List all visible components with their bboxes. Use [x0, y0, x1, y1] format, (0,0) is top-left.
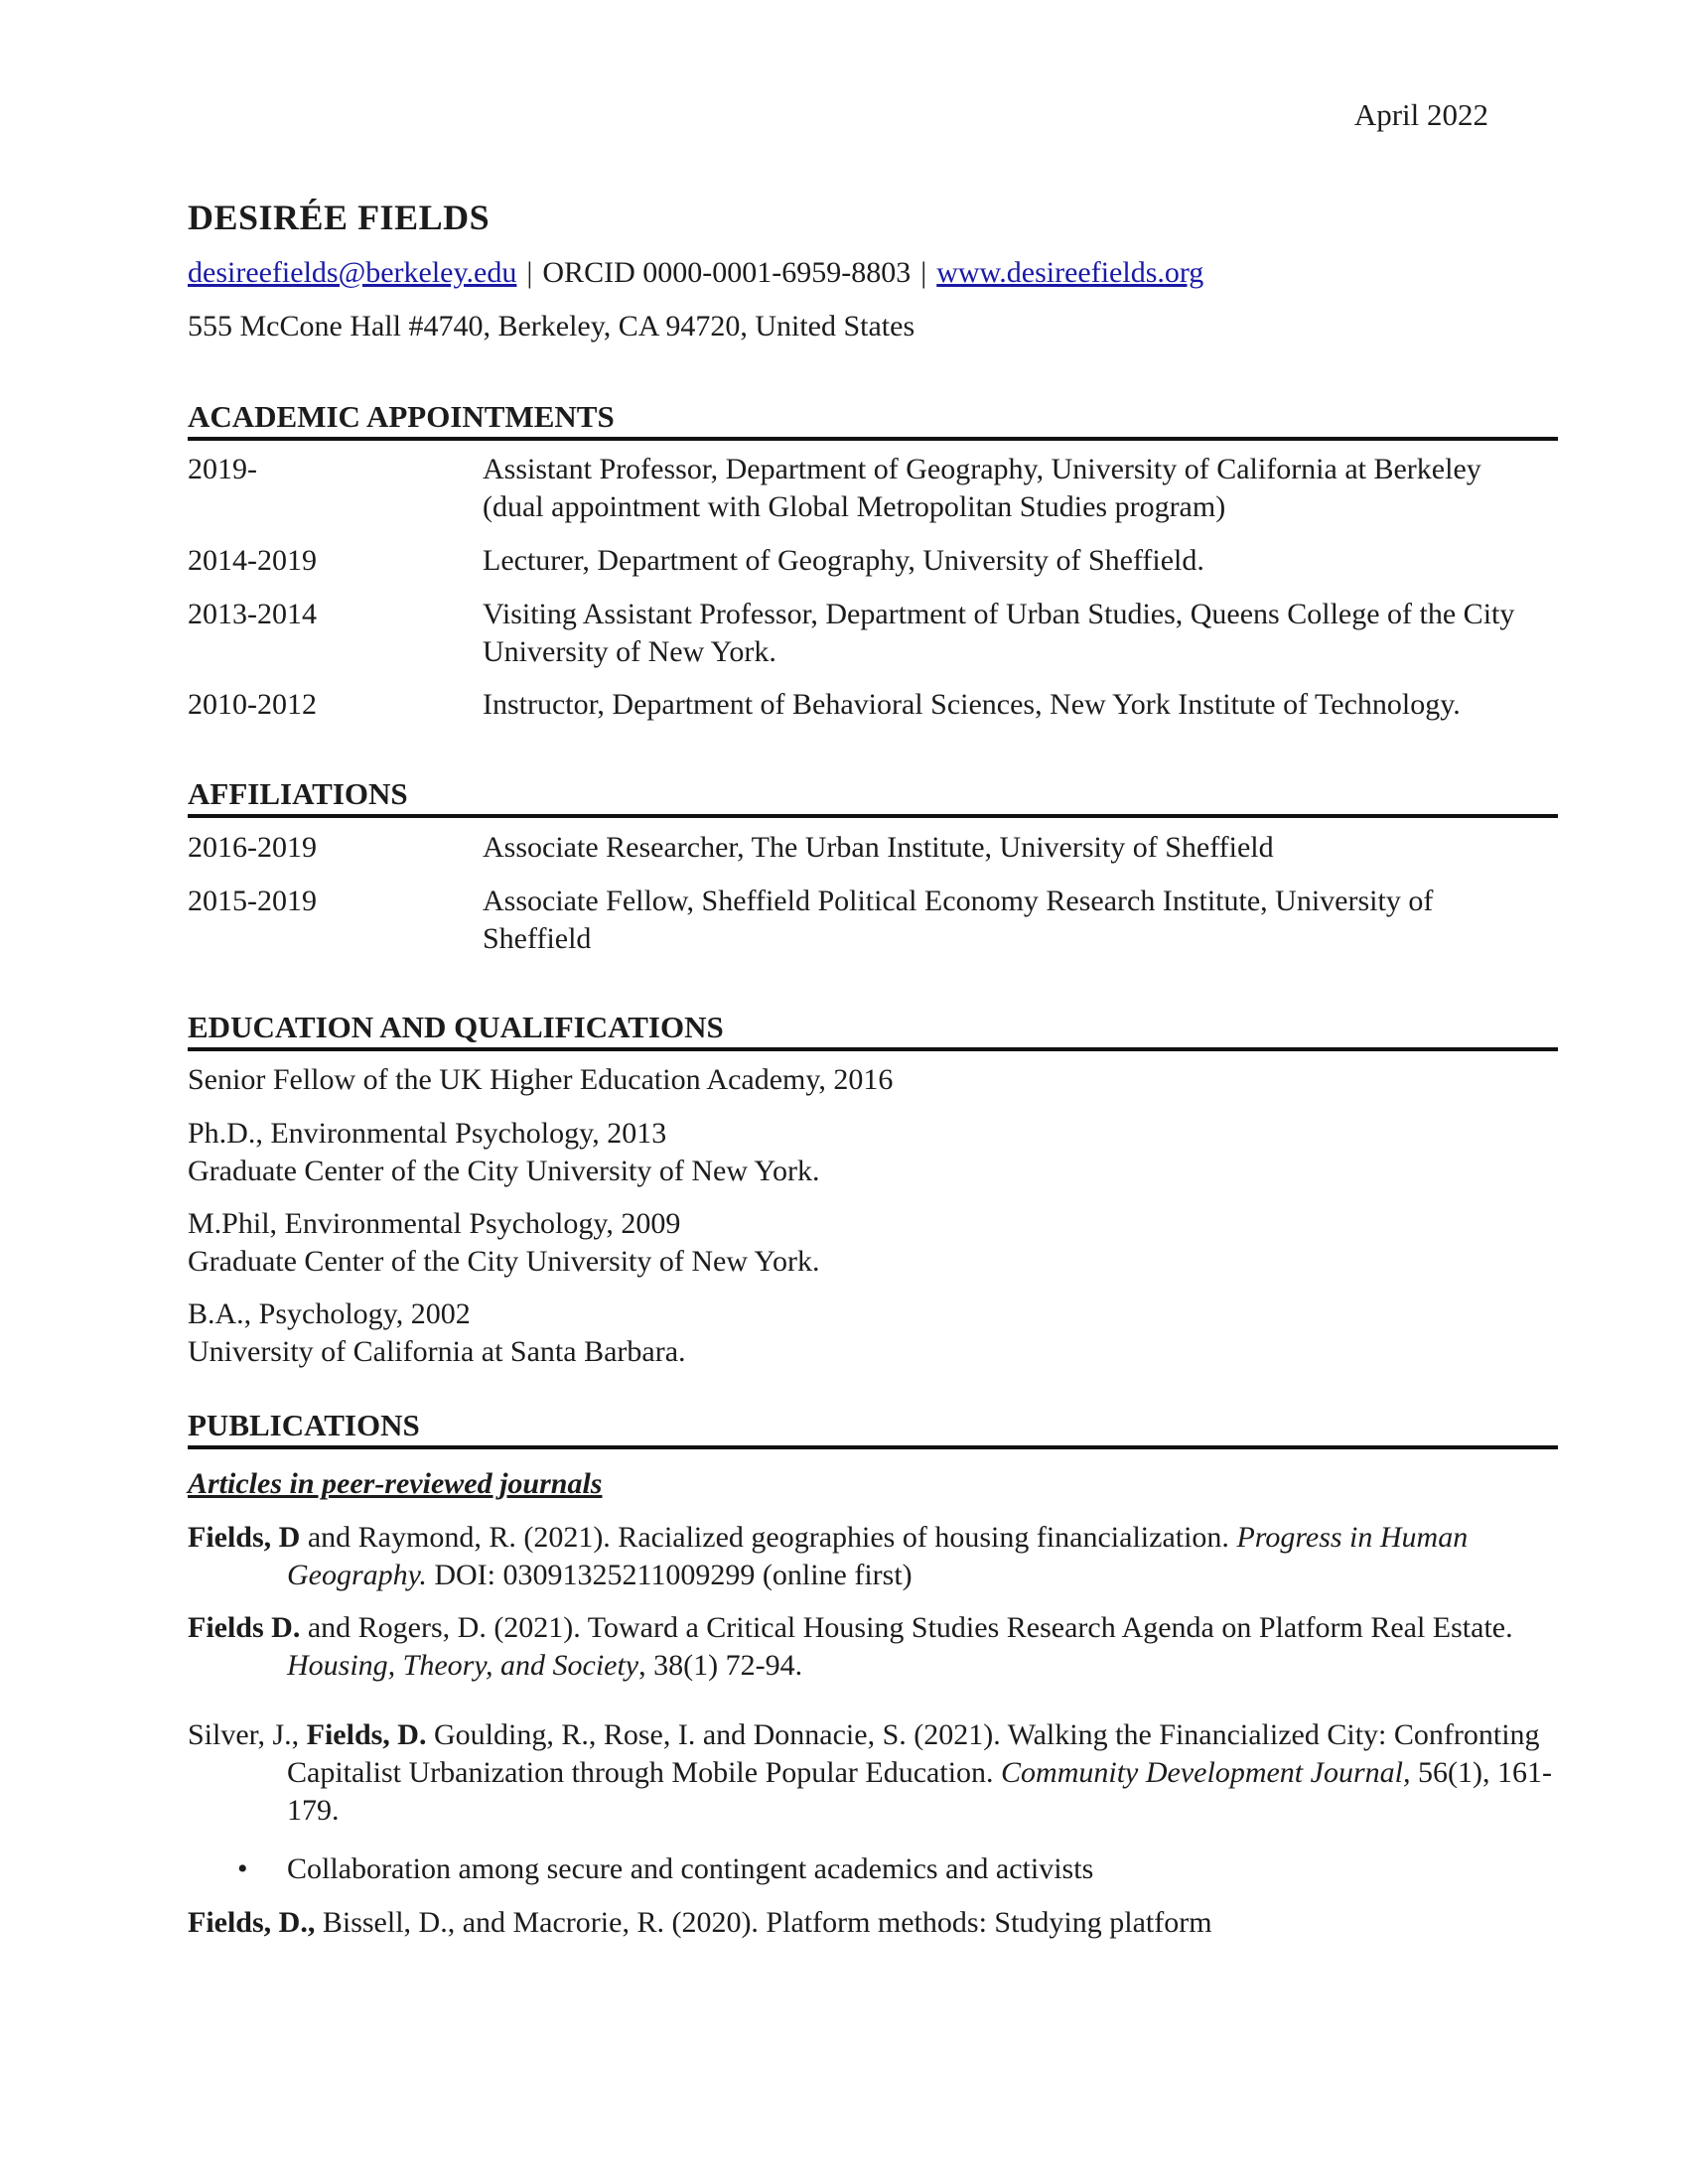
- appointment-years: 2010-2012: [188, 688, 317, 721]
- publication-author: Fields D.: [188, 1611, 301, 1644]
- email-link[interactable]: desireefields@berkeley.edu: [188, 256, 517, 289]
- appointment-description: Instructor, Department of Behavioral Sciences, New York Institute of Technology.: [483, 688, 1461, 721]
- bullet-icon: •: [237, 1852, 248, 1885]
- affiliation-description: Associate Fellow, Sheffield Political Economy Research Institute, University of Sheffield: [483, 885, 1434, 955]
- section-heading-affiliations: AFFILIATIONS: [188, 776, 1558, 818]
- publication-text: Goulding, R., Rose, I. and Donnacie, S. (2021). Walking the Financialized City: Confronting Capitalist Urbanization through Mobile Popular Education.: [287, 1718, 1540, 1789]
- section-heading-education: EDUCATION AND QUALIFICATIONS: [188, 1010, 1558, 1051]
- education-title: M.Phil, Environmental Psychology, 2009: [188, 1207, 681, 1240]
- publication-text: and Rogers, D. (2021). Toward a Critical Housing Studies Research Agenda on Platform Real Estate.: [300, 1611, 1513, 1644]
- publication-entry: [188, 1716, 1568, 1830]
- appointment-description: Visiting Assistant Professor, Department of Urban Studies, Queens College of the City University of New York.: [483, 598, 1515, 668]
- education-title: Ph.D., Environmental Psychology, 2013: [188, 1117, 667, 1150]
- publication-author: Fields, D.,: [188, 1906, 316, 1939]
- publication-author: Fields, D.: [306, 1718, 427, 1751]
- publication-pre: Silver, J.,: [188, 1718, 307, 1751]
- separator: |: [920, 256, 927, 289]
- education-item: [188, 1296, 1478, 1371]
- appointment-years: 2013-2014: [188, 598, 317, 630]
- orcid-id: ORCID 0000-0001-6959-8803: [542, 256, 912, 289]
- publication-note: [237, 1850, 1093, 1888]
- publication-text: and Raymond, R. (2021). Racialized geographies of housing financialization.: [300, 1521, 1237, 1554]
- postal-address: 555 McCone Hall #4740, Berkeley, CA 94720, United States: [188, 310, 915, 342]
- appointment-years: 2019-: [188, 453, 257, 485]
- education-title: Senior Fellow of the UK Higher Education Academy, 2016: [188, 1063, 894, 1096]
- publication-entry: [188, 1609, 1568, 1685]
- person-name: DESIRÉE FIELDS: [188, 198, 491, 237]
- appointment-years: 2014-2019: [188, 544, 317, 577]
- education-title: B.A., Psychology, 2002: [188, 1297, 471, 1330]
- separator: |: [526, 256, 533, 289]
- publication-note-text: Collaboration among secure and contingent academics and activists: [287, 1852, 1094, 1885]
- affiliation-description: Associate Researcher, The Urban Institute, University of Sheffield: [483, 831, 1274, 864]
- education-item: [188, 1115, 1478, 1190]
- education-institution: University of California at Santa Barbara.: [188, 1335, 686, 1368]
- education-institution: Graduate Center of the City University of New York.: [188, 1245, 820, 1278]
- document-date: April 2022: [1353, 97, 1488, 132]
- publication-entry: [188, 1519, 1568, 1594]
- education-item: [188, 1061, 1478, 1099]
- publication-author: Fields, D: [188, 1521, 301, 1554]
- affiliation-years: 2015-2019: [188, 885, 317, 917]
- section-heading-appointments: ACADEMIC APPOINTMENTS: [188, 399, 1558, 441]
- cv-page: [188, 0, 1558, 2184]
- education-institution: Graduate Center of the City University of New York.: [188, 1155, 820, 1187]
- website-link[interactable]: www.desireefields.org: [936, 256, 1204, 289]
- publication-post: 56(1), 161-179.: [287, 1756, 1552, 1827]
- appointment-description: Lecturer, Department of Geography, University of Sheffield.: [483, 544, 1204, 577]
- publication-text: Bissell, D., and Macrorie, R. (2020). Platform methods: Studying platform: [315, 1906, 1212, 1939]
- affiliation-years: 2016-2019: [188, 831, 317, 864]
- publication-journal: Progress in Human Geography.: [287, 1521, 1469, 1591]
- publication-post: , 38(1) 72-94.: [638, 1649, 803, 1682]
- publication-entry: [188, 1904, 1568, 1942]
- section-heading-publications: PUBLICATIONS: [188, 1408, 1558, 1449]
- education-item: [188, 1205, 1478, 1281]
- publication-journal: Housing, Theory, and Society: [287, 1649, 639, 1682]
- publications-subheading: Articles in peer-reviewed journals: [188, 1467, 603, 1500]
- appointment-description: Assistant Professor, Department of Geography, University of California at Berkeley (dual appointment with Global Metropolitan Studies program): [483, 453, 1481, 523]
- publication-post: DOI: 03091325211009299 (online first): [426, 1559, 913, 1591]
- publication-journal: Community Development Journal,: [1001, 1756, 1411, 1789]
- contact-line: [188, 256, 1203, 290]
